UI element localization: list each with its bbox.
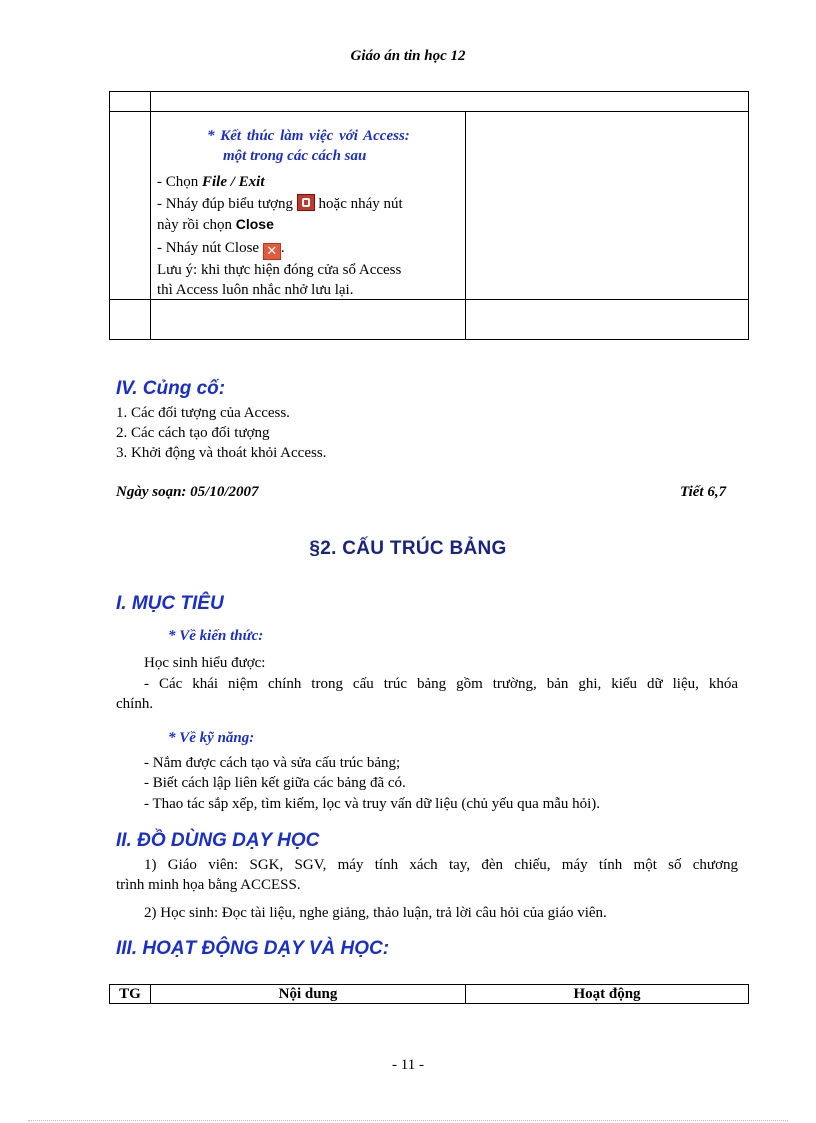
exit-note-2: thì Access luôn nhắc nhở lưu lại. <box>157 282 354 298</box>
page-header: Giáo án tin học 12 <box>350 48 466 64</box>
column-header-tg: TG <box>110 985 151 1004</box>
table-cell <box>110 112 151 300</box>
list-item: 3. Khởi động và thoát khỏi Access. <box>116 445 327 461</box>
exit-line-file: - Chọn File / Exit <box>157 174 265 190</box>
access-icon <box>297 194 315 211</box>
section-heading-muc-tieu: I. MỤC TIÊU <box>116 593 224 614</box>
exit-note-1: Lưu ý: khi thực hiện đóng cửa sổ Access <box>157 262 402 278</box>
exit-line-dblclick: - Nháy đúp biểu tượng hoặc nháy nút <box>157 196 403 212</box>
subheading-ky-nang: * Về kỹ năng: <box>168 730 255 746</box>
column-header-noi-dung: Nội dung <box>151 985 466 1004</box>
list-item: 1. Các đối tượng của Access. <box>116 405 290 421</box>
table-cell <box>110 92 151 112</box>
exit-heading: * Kết thúc làm việc với Access: <box>207 128 410 144</box>
table-cell <box>151 92 749 112</box>
section-heading-cung-co: IV. Củng cố: <box>116 378 226 399</box>
list-item: - Biết cách lập liên kết giữa các bảng đã có. <box>144 775 406 791</box>
exit-line-close-button: - Nháy nút Close ✕ . <box>157 240 285 259</box>
close-x-icon: ✕ <box>263 243 281 260</box>
table-cell <box>466 300 749 340</box>
exit-line-close-menu: này rồi chọn Close <box>157 216 274 233</box>
gv-line: trình minh họa bằng ACCESS. <box>116 877 301 893</box>
page-bottom-divider <box>28 1120 788 1121</box>
hs-line: 2) Học sinh: Đọc tài liệu, nghe giảng, thảo luận, trả lời câu hỏi của giáo viên. <box>144 905 607 921</box>
kien-thuc-intro: Học sinh hiểu được: <box>144 655 266 671</box>
activity-table <box>109 984 749 1004</box>
ngay-soan: Ngày soạn: 05/10/2007 <box>116 484 259 500</box>
table-cell <box>466 112 749 300</box>
kien-thuc-line: chính. <box>116 696 154 712</box>
exit-heading-cont: một trong các cách sau <box>223 148 367 164</box>
top-lesson-table <box>109 91 749 340</box>
page-title: §2. CẤU TRÚC BẢNG <box>309 538 507 559</box>
section-heading-hoat-dong: III. HOẠT ĐỘNG DẠY VÀ HỌC: <box>116 938 390 959</box>
tiet: Tiết 6,7 <box>680 484 727 500</box>
kien-thuc-line: - Các khái niệm chính trong cấu trúc bảng gồm trường, bản ghi, kiểu dữ liệu, khóa <box>144 676 738 692</box>
table-cell <box>110 300 151 340</box>
column-header-hoat-dong: Hoạt động <box>466 985 749 1004</box>
exit-content-cell <box>151 112 466 300</box>
gv-line: 1) Giáo viên: SGK, SGV, máy tính xách tay, đèn chiếu, máy tính một số chương <box>144 857 738 873</box>
subheading-kien-thuc: * Về kiến thức: <box>168 628 264 644</box>
table-cell <box>151 300 466 340</box>
list-item: - Thao tác sắp xếp, tìm kiếm, lọc và truy vấn dữ liệu (chủ yếu qua mẫu hỏi). <box>144 796 601 812</box>
list-item: - Nắm được cách tạo và sửa cấu trúc bảng; <box>144 755 401 771</box>
list-item: 2. Các cách tạo đối tượng <box>116 425 270 441</box>
page-number: - 11 - <box>392 1057 424 1073</box>
section-heading-do-dung: II. ĐỒ DÙNG DẠY HỌC <box>116 830 320 851</box>
